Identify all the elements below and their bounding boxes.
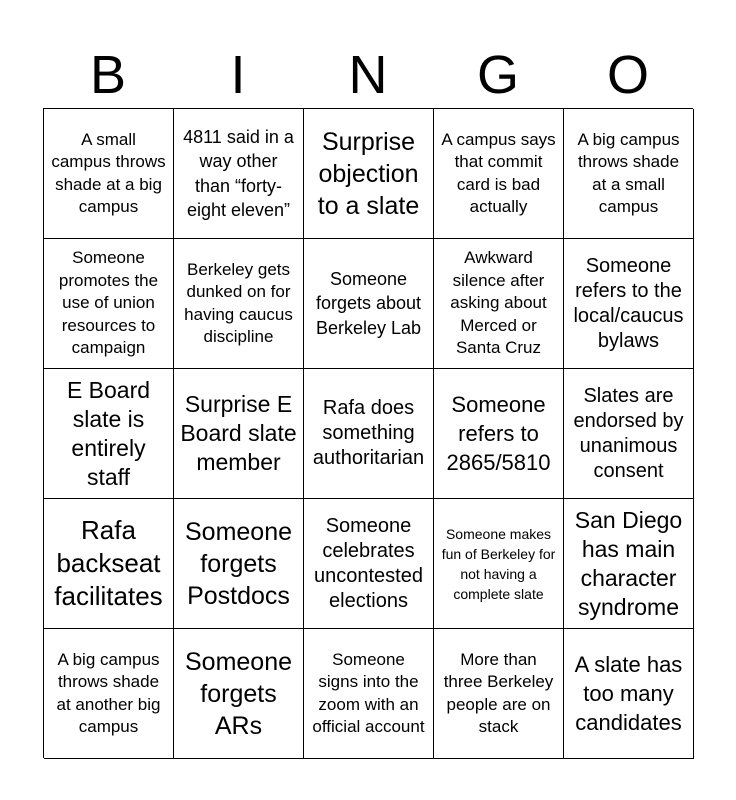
bingo-cell-text: Someone forgets about Berkeley Lab	[315, 268, 422, 338]
bingo-header	[43, 44, 693, 106]
bingo-cell-text: A slate has too many candidates	[574, 652, 683, 735]
bingo-cell[interactable]	[434, 629, 564, 759]
bingo-cell-text: Someone refers to 2865/5810	[446, 392, 551, 475]
bingo-cell-text: Slates are endorsed by unanimous consent	[573, 384, 684, 482]
bingo-cell-text: A big campus throws shade at another big campus	[56, 649, 161, 736]
bingo-cell[interactable]	[434, 109, 564, 239]
bingo-cell[interactable]	[174, 629, 304, 759]
bingo-cell-text: 4811 said in a way other than “forty-eight eleven”	[183, 126, 294, 220]
bingo-cell[interactable]	[304, 239, 434, 369]
bingo-cell[interactable]	[44, 499, 174, 629]
bingo-cell-text: Someone signs into the zoom with an official account	[312, 649, 425, 736]
bingo-cell[interactable]	[304, 109, 434, 239]
bingo-cell[interactable]	[174, 109, 304, 239]
bingo-cell-text: Rafa backseat facilitates	[54, 515, 163, 611]
bingo-cell-text: Someone makes fun of Berkeley for not having a complete slate	[441, 525, 556, 602]
bingo-cell-text: A big campus throws shade at a small campus	[577, 129, 680, 216]
bingo-cell[interactable]	[174, 369, 304, 499]
bingo-cell-text: More than three Berkeley people are on stack	[443, 649, 554, 736]
bingo-cell-text: Someone forgets ARs	[184, 647, 293, 740]
bingo-cell-text: Rafa does something authoritarian	[312, 397, 425, 469]
bingo-cell[interactable]	[174, 239, 304, 369]
bingo-cell-text: Someone celebrates uncontested elections	[314, 514, 423, 612]
bingo-cell[interactable]	[304, 369, 434, 499]
bingo-cell[interactable]	[564, 109, 694, 239]
header-letter-o: O	[606, 45, 649, 105]
bingo-cell-text: A campus says that commit card is bad actually	[441, 129, 556, 216]
bingo-cell[interactable]	[174, 499, 304, 629]
bingo-cell[interactable]	[434, 369, 564, 499]
header-letter-i: I	[230, 45, 246, 105]
bingo-cell[interactable]	[304, 499, 434, 629]
bingo-cell[interactable]	[434, 499, 564, 629]
bingo-cell[interactable]	[564, 499, 694, 629]
bingo-cell-text: A small campus throws shade at a big campus	[51, 129, 166, 216]
bingo-cell[interactable]	[564, 239, 694, 369]
header-letter-g: G	[476, 45, 519, 105]
bingo-cell-text: Surprise E Board slate member	[180, 391, 297, 475]
bingo-cell-text: Someone forgets Postdocs	[184, 517, 293, 610]
bingo-cell[interactable]	[304, 629, 434, 759]
bingo-cell-text: Someone promotes the use of union resources to campaign	[58, 248, 159, 358]
header-letter-b: B	[89, 45, 127, 105]
bingo-cell[interactable]	[44, 369, 174, 499]
bingo-cell[interactable]	[434, 239, 564, 369]
bingo-cell[interactable]	[44, 629, 174, 759]
bingo-cell[interactable]	[44, 239, 174, 369]
bingo-cell-text: Berkeley gets dunked on for having caucus discipline	[184, 259, 293, 346]
bingo-cell-text: Surprise objection to a slate	[317, 127, 420, 220]
bingo-cell-text: Someone refers to the local/caucus bylaws	[573, 254, 684, 352]
bingo-cell-text: Awkward silence after asking about Merced or Santa Cruz	[450, 248, 547, 358]
header-letter-n: N	[348, 45, 388, 105]
bingo-board	[43, 108, 693, 758]
bingo-cell[interactable]	[564, 369, 694, 499]
bingo-cell-text: E Board slate is entirely staff	[66, 376, 151, 490]
bingo-cell[interactable]	[564, 629, 694, 759]
bingo-cell-text: San Diego has main character syndrome	[574, 506, 683, 620]
bingo-cell[interactable]	[44, 109, 174, 239]
